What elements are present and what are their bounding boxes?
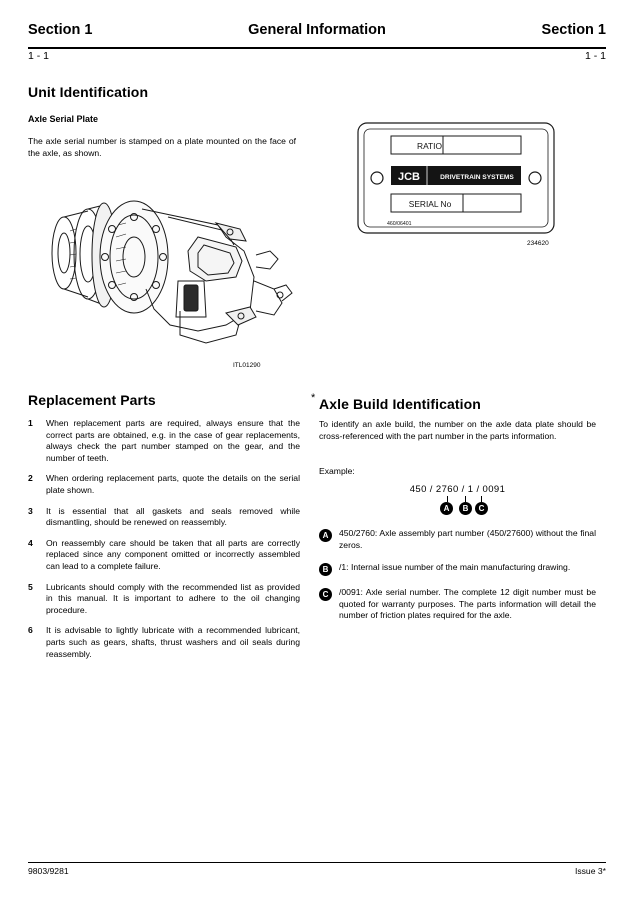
svg-text:SERIAL No: SERIAL No <box>408 199 452 209</box>
svg-text:JCB: JCB <box>397 171 421 183</box>
list-item-number: 2 <box>28 473 33 484</box>
list-item <box>28 538 300 573</box>
definition-text: /1: Internal issue number of the main manufacturing drawing. <box>339 562 571 573</box>
plate-figure-code: 234620 <box>527 240 549 247</box>
illustration-code: ITL01290 <box>233 362 261 369</box>
list-item-number: 1 <box>28 418 33 428</box>
unit-identification-heading: Unit Identification <box>28 84 149 100</box>
example-number-diagram <box>319 484 596 518</box>
footer-divider <box>28 862 606 863</box>
marker-badge-a: A <box>440 502 453 515</box>
list-item <box>28 582 300 617</box>
list-item-number: 3 <box>28 505 33 516</box>
marker-badge <box>319 528 339 551</box>
marker-badge-letter: A <box>319 529 332 542</box>
footer-publication-number: 9803/9281 <box>28 866 69 876</box>
list-item-text: On reassembly care should be taken that all parts are correctly replaced since any component omitted or incorrectly assembled can lead to a complete failure. <box>46 537 300 571</box>
marker-badge-c: C <box>475 502 488 515</box>
definition-text: 450/2760: Axle assembly part number (450/27600) without the final zeros. <box>339 528 596 550</box>
list-item-number: 5 <box>28 581 33 592</box>
asterisk-marker: * <box>311 392 316 404</box>
svg-text:DRIVETRAIN SYSTEMS: DRIVETRAIN SYSTEMS <box>440 174 514 181</box>
marker-badge-b: B <box>459 502 472 515</box>
list-item-text: It is essential that all gaskets and seals removed while dismantling, should be renewed on reassembly. <box>46 505 300 528</box>
replacement-parts-list <box>28 418 300 669</box>
marker-badge-letter: C <box>319 588 332 601</box>
definition-text: /0091: Axle serial number. The complete 12 digit number must be quoted for warranty purposes. The parts information will detail the number of friction plates required for the axle. <box>339 587 596 621</box>
list-item-text: When ordering replacement parts, quote the details on the serial plate shown. <box>46 473 300 495</box>
list-item-number: 4 <box>28 537 33 548</box>
list-item <box>319 528 596 551</box>
header-divider <box>28 47 606 49</box>
axle-illustration <box>30 185 300 365</box>
serial-plate-illustration <box>357 122 555 234</box>
list-item <box>28 506 300 529</box>
example-label: Example: <box>319 466 355 476</box>
axle-build-identification-text: To identify an axle build, the number on the axle data plate should be cross-referenced with the part number in the parts information. <box>319 419 596 441</box>
page-footer <box>28 866 606 876</box>
subheader-left-page: 1 - 1 <box>28 50 50 62</box>
marker-badge <box>319 562 339 576</box>
example-number: 450 / 2760 / 1 / 0091 <box>409 484 506 495</box>
header-right-section: Section 1 <box>541 22 606 38</box>
list-item <box>28 625 300 660</box>
axle-serial-plate-heading: Axle Serial Plate <box>28 114 99 124</box>
list-item <box>28 418 300 464</box>
list-item-number: 6 <box>28 625 33 636</box>
subheader-right-page: 1 - 1 <box>584 50 606 62</box>
list-item <box>28 473 300 496</box>
list-item-text: It is advisable to lightly lubricate with a recommended lubricant, parts such as gears, shafts, thrust washers and oil seals during reassembly. <box>46 625 300 659</box>
svg-text:460/06401: 460/06401 <box>387 221 412 227</box>
svg-text:RATIO: RATIO <box>417 141 442 151</box>
list-item-text: Lubricants should comply with the recommended list as provided in this manual. It is important to adhere to the oil changing procedure. <box>46 581 300 615</box>
marker-badge <box>319 587 339 622</box>
list-item <box>319 562 596 576</box>
list-item-text: When replacement parts are required, always ensure that the correct parts are obtained, e.g. in the case of gear replacements, always check the part number stamped on the gear, and the number of teeth. <box>46 418 300 463</box>
axle-serial-plate-text: The axle serial number is stamped on a plate mounted on the face of the axle, as shown. <box>28 136 296 158</box>
example-markers <box>319 496 596 518</box>
page-subheader <box>28 50 606 62</box>
list-item <box>319 587 596 622</box>
marker-badge-letter: B <box>319 563 332 576</box>
header-left-section: Section 1 <box>28 22 93 38</box>
axle-build-definitions <box>319 528 596 633</box>
axle-build-identification-heading: Axle Build Identification <box>319 396 481 412</box>
header-title: General Information <box>248 22 386 38</box>
footer-issue: Issue 3* <box>574 866 606 876</box>
replacement-parts-heading: Replacement Parts <box>28 392 156 408</box>
